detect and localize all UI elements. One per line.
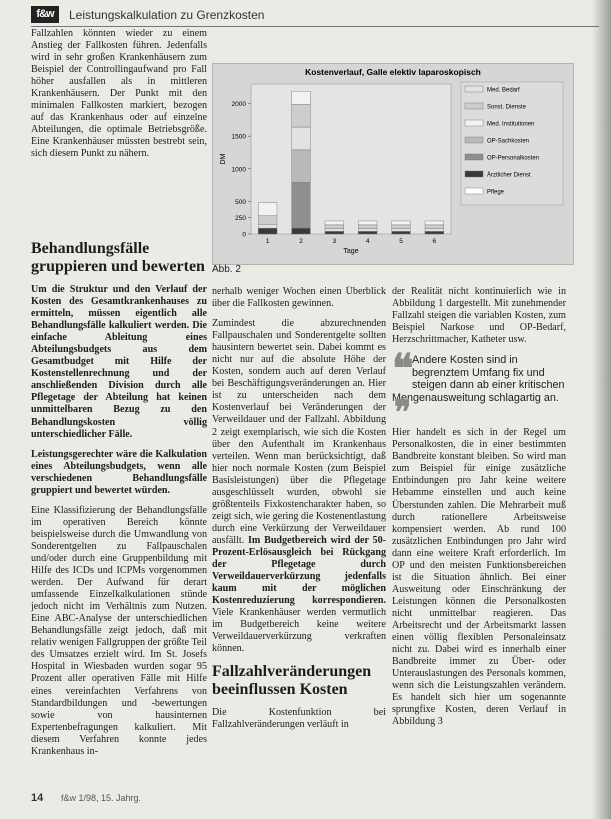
section-heading-fallzahl: Fallzahlveränderungen beeinflussen Kosten: [212, 663, 372, 699]
plot-area: [251, 84, 451, 234]
y-axis-label: DM: [220, 153, 227, 165]
legend-swatch: [465, 86, 483, 92]
chart-title: Kostenverlauf, Galle elektiv laparoskopisch: [305, 67, 481, 77]
bar-segment: [292, 127, 311, 150]
bar-segment: [358, 225, 377, 229]
intro-paragraph: Fallzahlen könnten wieder zu einem Anstieg der Fallkosten führen. Jedenfalls wird in sehr großen Krankenhäusern zum Beispiel der Controllingaufwand pro Fall höher ausfallen als in mittleren Krankenhäusern. Der Punkt mit den minimalen Fallkosten markiert, bezogen auf das Krankenhaus oder auf einzelne Abteilungen, die optimale Betriebsgröße. Eine Krankenhäuser müssten bestrebt sein, sich diesem Punkt zu nähern.: [31, 28, 207, 160]
x-tick-label: 3: [332, 238, 337, 245]
bar-segment: [425, 221, 444, 225]
pull-quote-text: Andere Kosten sind in begrenztem Umfang fix und steigen dann ab einer kritischen Mengenausweitung schlagartig an.: [392, 354, 565, 404]
page-footer: [31, 791, 571, 805]
header-rule: [31, 26, 599, 27]
legend-label: Ärztlicher Dienst: [487, 172, 531, 179]
bar-segment: [392, 229, 411, 232]
x-tick-label: 2: [299, 238, 303, 245]
bar-segment: [358, 231, 377, 234]
legend-label: Med. Bedarf: [487, 87, 520, 94]
body-paragraph: Eine Klassifizierung der Behandlungsfälle im operativen Bereich könnte beispielsweise durch die Umwandlung von Sonderentgelten zu Fallpauschalen und/oder durch eine Gruppenbildung mit Hilfe des ICDs und ICPMs vorgenommen werden. Der Aufwand für derart umfassende Einzelkalkulationen stünde jedoch nicht im Verhältnis zum Nutzen. Eine ABC-Analyse der unterschiedlichen Behandlungsfälle zeigt jedoch, daß mit relativ wenigen Fallgruppen der größte Teil des Umsatzes erzielt wird. Im St. Josefs Hospital in Wiesbaden wurden sogar 95 Prozent aller operativen Fälle mit Hilfe eines vereinfachten Verfahrens von Standardbildungen und -bewertungen sowie von hausinternen Expertenbefragungen kalkuliert. Mit diesem Verfahren konnte jedes Krankenhaus in-: [31, 504, 207, 757]
x-axis-label: Tage: [343, 248, 359, 255]
figure-caption: Abb. 2: [212, 264, 241, 275]
x-tick-label: 5: [399, 238, 403, 245]
running-header: [31, 4, 599, 26]
bar-segment: [258, 203, 277, 216]
bar-segment: [292, 104, 311, 127]
legend-swatch: [465, 171, 483, 177]
journal-issue: f&w 1/98, 15. Jahrg.: [61, 793, 142, 803]
bar-segment: [325, 231, 344, 234]
bar-segment: [358, 229, 377, 232]
lead-paragraph: Um die Struktur und den Verlauf der Kosten des Gesamtkrankenhauses zu ermitteln, müssen eigentlich alle Behandlungsfälle kalkuliert werden. Die einfache Ableitung eines Abteilungsbudgets aus dem Gesamtbudget mit Hilfe der Kostenstellenrechnung und der anschließenden Division durch alle Pflegetage der Abteilung hat keinen unmittelbaren Bezug zu den Behandlungskosten völlig unterschiedlicher Fälle.: [31, 284, 207, 440]
x-tick-label: 6: [432, 238, 437, 245]
legend-swatch: [465, 188, 483, 194]
legend-swatch: [465, 120, 483, 126]
body-paragraph: Hier handelt es sich in der Regel um Personalkosten, die in einer bestimmten Bandbreite konstant bleiben. So wird man zum Beispiel für einige zusätzliche Entbindungen pro Jahr keine weitere Hebamme einstellen und auch keine Überstunden zahlen. Die Mehrarbeit muß durch rationellere Arbeitsweise kompensiert werden. Ab rund 100 zusätzlichen Entbindungen pro Jahr wird dann eine weitere Kraft erforderlich. Im OP und den meisten Funktionsbereichen ist die Situation ähnlich. Bei einer Ausweitung oder Einschränkung der Leistungen können die Personalkosten nicht unmittelbar reagieren. Das Arbeitsrecht und der Arbeitsmarkt lassen einen völlig flexiblen Personaleinsatz nicht zu. Dabei wird es innerhalb einer Bandbreite immer zu Über- oder Unterauslastungen des Personals kommen, wenn sich die Leistungszahlen verändern. Es handelt sich hier um sogenannte sprungfixe Kosten, deren Verlauf in Abbildung 3: [392, 427, 566, 728]
y-tick-label: 1500: [231, 133, 246, 141]
bar-segment: [292, 91, 311, 104]
bar-segment: [325, 225, 344, 229]
legend-label: Sonst. Dienste: [487, 104, 527, 111]
y-tick-label: 250: [235, 215, 246, 223]
bar-segment: [258, 224, 277, 228]
bar-segment: [258, 216, 277, 224]
bar-segment: [292, 150, 311, 183]
body-paragraph: Die Kostenfunktion bei Fallzahlveränderungen verläuft in: [212, 707, 386, 731]
running-title: Leistungskalkulation zu Grenzkosten: [69, 8, 265, 22]
emphasis-paragraph: Leistungsgerechter wäre die Kalkulation eines Abteilungsbudgets, wenn alle verschiedenen Behandlungsfälle gruppiert und bewertet würden.: [31, 448, 207, 496]
figure-chart: [212, 63, 574, 265]
y-tick-label: 1000: [231, 166, 246, 174]
legend-swatch: [465, 137, 483, 143]
section-heading-behandlungsfaelle: Behandlungsfälle gruppieren und bewerten: [31, 240, 205, 275]
bold-text: Im Budgetbereich wird der 50-Prozent-Erlösausgleich bei Rückgang der Pflegetage durch Verweildauerverkürzung jedenfalls kaum mit der möglichen Kostenreduzierung korrespondieren.: [212, 534, 386, 607]
column-1: [31, 236, 207, 782]
bar-segment: [325, 221, 344, 225]
column-1-top: [31, 28, 207, 169]
bar-segment: [292, 228, 311, 234]
y-tick-label: 500: [235, 198, 246, 206]
y-tick-label: 0: [242, 231, 246, 239]
bar-segment: [392, 231, 411, 234]
body-paragraph: [212, 318, 386, 655]
legend-label: Med. Institutionen: [487, 121, 535, 128]
body-text: Viele Krankenhäuser werden vermutlich im Budgetbereich keine weitere Verweildauerverkürzung verkraften können.: [212, 607, 386, 655]
y-tick-label: 2000: [231, 101, 246, 109]
x-tick-label: 1: [265, 238, 270, 245]
binding-shadow: [592, 0, 611, 819]
legend-label: OP-Personalkosten: [487, 155, 540, 162]
close-quote-glyph: ❞: [394, 394, 412, 431]
legend-label: Pflege: [487, 189, 505, 196]
bar-segment: [292, 182, 311, 228]
bar-segment: [425, 225, 444, 229]
bar-segment: [392, 221, 411, 225]
journal-logo: f&w: [31, 6, 59, 23]
pull-quote: [392, 346, 566, 431]
x-tick-label: 4: [365, 238, 370, 245]
bar-segment: [358, 221, 377, 225]
page-number: 14: [31, 792, 44, 804]
body-paragraph: der Realität nicht kontinuierlich wie in Abbildung 1 dargestellt. Mit zunehmender Fallzahl steigen die variablen Kosten, zum Beispiel Narkose und OP-Bedarf, Herzschrittmacher, Katheter usw.: [392, 286, 566, 346]
body-paragraph: nerhalb weniger Wochen einen Überblick über die Fallkosten gewinnen.: [212, 286, 386, 310]
bar-segment: [392, 225, 411, 229]
legend-label: OP-Sachkosten: [487, 138, 530, 145]
stacked-bar-chart: [213, 64, 573, 264]
column-3: [392, 286, 566, 784]
bar-segment: [425, 231, 444, 234]
bar-segment: [258, 228, 277, 234]
bar-segment: [325, 229, 344, 232]
open-quote-glyph: ❝: [392, 346, 414, 392]
bar-segment: [425, 229, 444, 232]
legend-swatch: [465, 103, 483, 109]
column-2: [212, 286, 386, 784]
legend-swatch: [465, 154, 483, 160]
body-text: Zumindest die abzurechnenden Fallpauschalen und Sonderentgelte sollten hausintern bewertet sein. Dabei kommt es nicht nur auf die absolute Höhe der Kosten, sondern auch auf deren Verlauf bei Beschäftigungsveränderungen an. Hier ist zu unterscheiden nach dem Kostenverlauf bei Veränderungen der Verweildauer und der Fallzahl. Abbildung 2 zeigt exemplarisch, wie sich die Kosten über den Aufenthalt im Krankenhaus verteilen. Wenn man berücksichtigt, daß hier noch normale Kosten (zum Beispiel Basisleistungen) über die Pflegetage ausgeschlüsselt wurden, obwohl sie größtenteils Fixkostencharakter haben, so zeigt sich, wie gering die Kostenentlastung durch eine Verkürzung der Verweildauer ausfällt.: [212, 318, 386, 546]
